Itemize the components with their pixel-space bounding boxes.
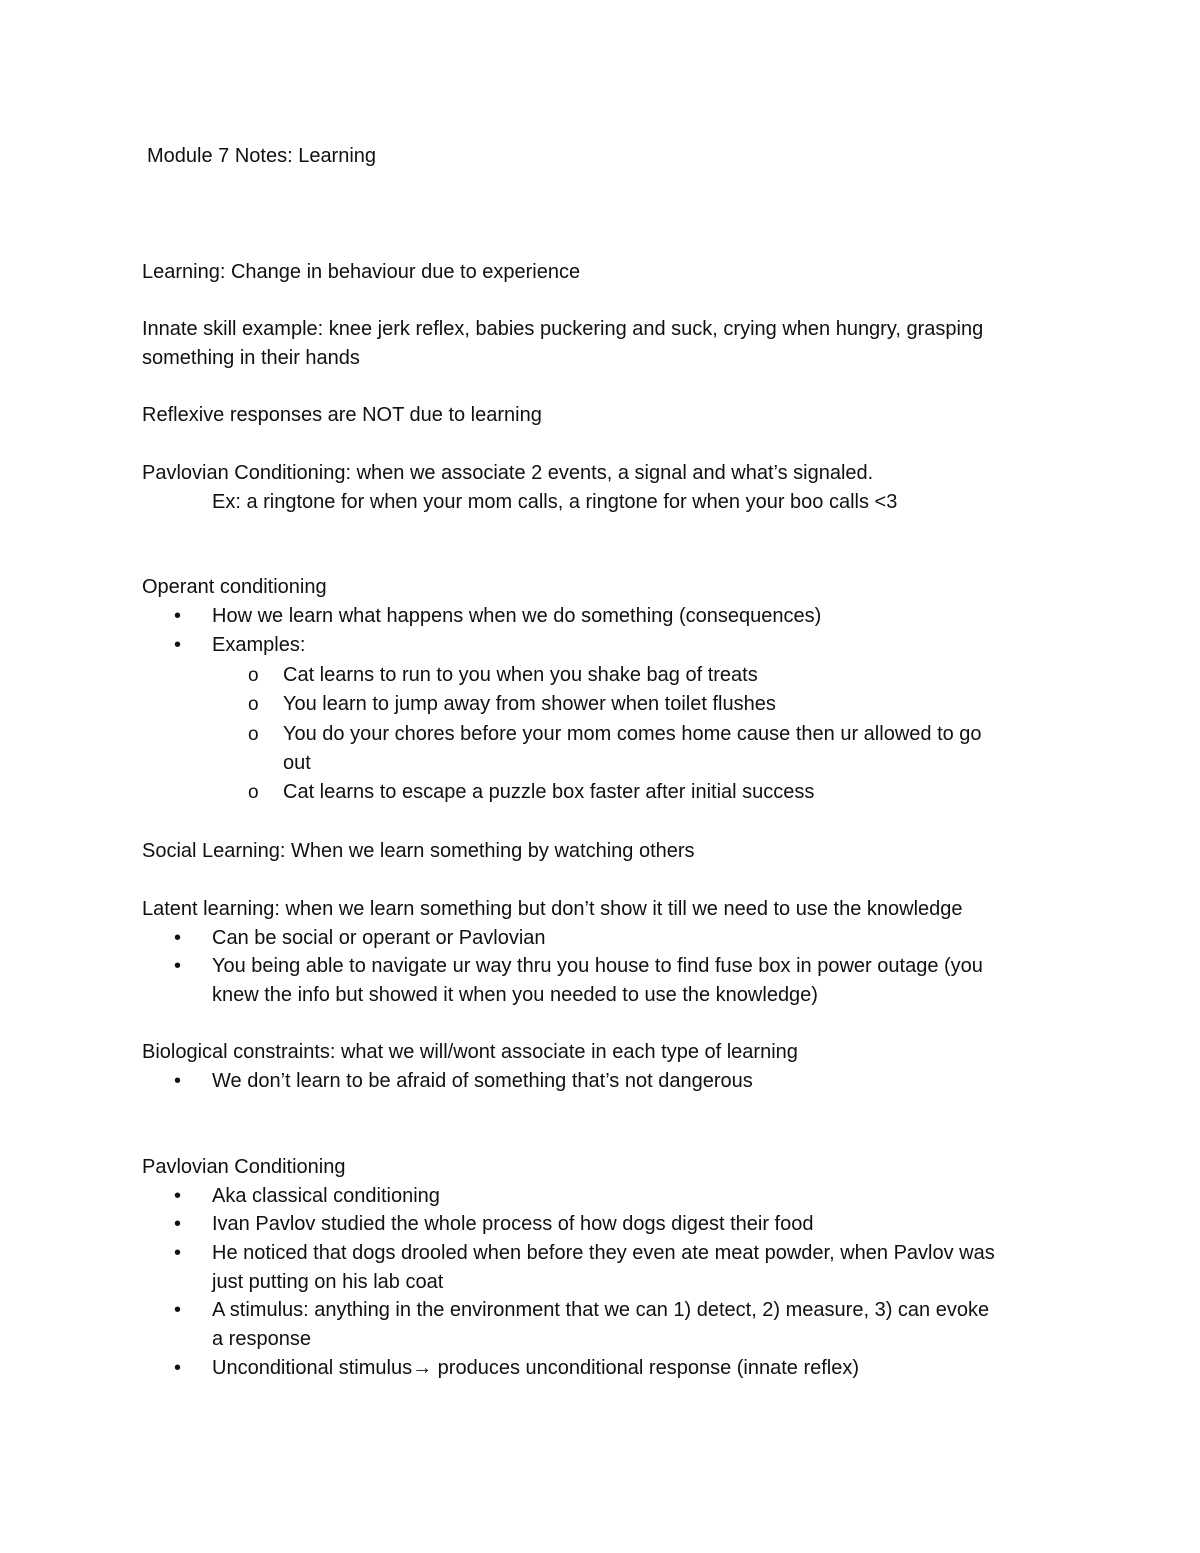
latent-learning: Latent learning: when we learn something but don’t show it till we need to use the knowledge bbox=[142, 898, 963, 920]
bullet-icon: • bbox=[174, 1070, 182, 1092]
pavlovian-bullet-5 bbox=[212, 1354, 859, 1383]
bullet-icon: • bbox=[174, 927, 182, 949]
pavlovian-bullet-3-cont: just putting on his lab coat bbox=[212, 1271, 444, 1293]
bullet-icon: • bbox=[174, 1357, 182, 1379]
pavlovian-bullet-4: A stimulus: anything in the environment that we can 1) detect, 2) measure, 3) can evoke bbox=[212, 1299, 990, 1321]
operant-example-3-cont: out bbox=[283, 752, 311, 774]
bullet-icon: • bbox=[174, 1242, 182, 1264]
pavlovian-example: Ex: a ringtone for when your mom calls, a ringtone for when your boo calls <3 bbox=[212, 491, 898, 513]
social-learning: Social Learning: When we learn something by watching others bbox=[142, 840, 695, 862]
pavlovian-bullet-1: Aka classical conditioning bbox=[212, 1185, 440, 1207]
unconditional-stimulus-text: Unconditional stimulus bbox=[212, 1357, 413, 1379]
latent-bullet-2: You being able to navigate ur way thru you house to find fuse box in power outage (you bbox=[212, 955, 983, 977]
innate-skill-line-1: Innate skill example: knee jerk reflex, babies puckering and suck, crying when hungry, grasping bbox=[142, 318, 984, 340]
document-title: Module 7 Notes: Learning bbox=[147, 145, 377, 167]
innate-skill-line-2: something in their hands bbox=[142, 347, 360, 369]
pavlovian-bullet-4-cont: a response bbox=[212, 1328, 311, 1350]
operant-heading: Operant conditioning bbox=[142, 576, 327, 598]
operant-example-3: You do your chores before your mom comes home cause then ur allowed to go bbox=[283, 723, 982, 745]
unconditional-response-text: produces unconditional response (innate reflex) bbox=[432, 1357, 860, 1379]
pavlovian-bullet-2: Ivan Pavlov studied the whole process of how dogs digest their food bbox=[212, 1213, 814, 1235]
sub-bullet-icon: o bbox=[248, 665, 259, 686]
bullet-icon: • bbox=[174, 1213, 182, 1235]
operant-bullet-2: Examples: bbox=[212, 634, 306, 656]
sub-bullet-icon: o bbox=[248, 782, 259, 803]
bullet-icon: • bbox=[174, 955, 182, 977]
biological-constraints: Biological constraints: what we will/wont associate in each type of learning bbox=[142, 1041, 798, 1063]
latent-bullet-2-cont: knew the info but showed it when you needed to use the knowledge) bbox=[212, 984, 818, 1006]
pavlovian-bullet-3: He noticed that dogs drooled when before they even ate meat powder, when Pavlov was bbox=[212, 1242, 995, 1264]
reflexive-responses: Reflexive responses are NOT due to learning bbox=[142, 404, 542, 426]
sub-bullet-icon: o bbox=[248, 724, 259, 745]
bullet-icon: • bbox=[174, 605, 182, 627]
operant-example-4: Cat learns to escape a puzzle box faster after initial success bbox=[283, 781, 815, 803]
bullet-icon: • bbox=[174, 1185, 182, 1207]
sub-bullet-icon: o bbox=[248, 694, 259, 715]
operant-example-2: You learn to jump away from shower when toilet flushes bbox=[283, 693, 776, 715]
biological-bullet-1: We don’t learn to be afraid of something that’s not dangerous bbox=[212, 1070, 753, 1092]
operant-example-1: Cat learns to run to you when you shake bag of treats bbox=[283, 664, 758, 686]
bullet-icon: • bbox=[174, 634, 182, 656]
arrow-right-icon: → bbox=[412, 1357, 433, 1379]
bullet-icon: • bbox=[174, 1299, 182, 1321]
pavlovian-definition: Pavlovian Conditioning: when we associate 2 events, a signal and what’s signaled. bbox=[142, 462, 874, 484]
learning-definition: Learning: Change in behaviour due to experience bbox=[142, 261, 581, 283]
pavlovian-heading: Pavlovian Conditioning bbox=[142, 1156, 346, 1178]
operant-bullet-1: How we learn what happens when we do something (consequences) bbox=[212, 605, 822, 627]
latent-bullet-1: Can be social or operant or Pavlovian bbox=[212, 927, 546, 949]
